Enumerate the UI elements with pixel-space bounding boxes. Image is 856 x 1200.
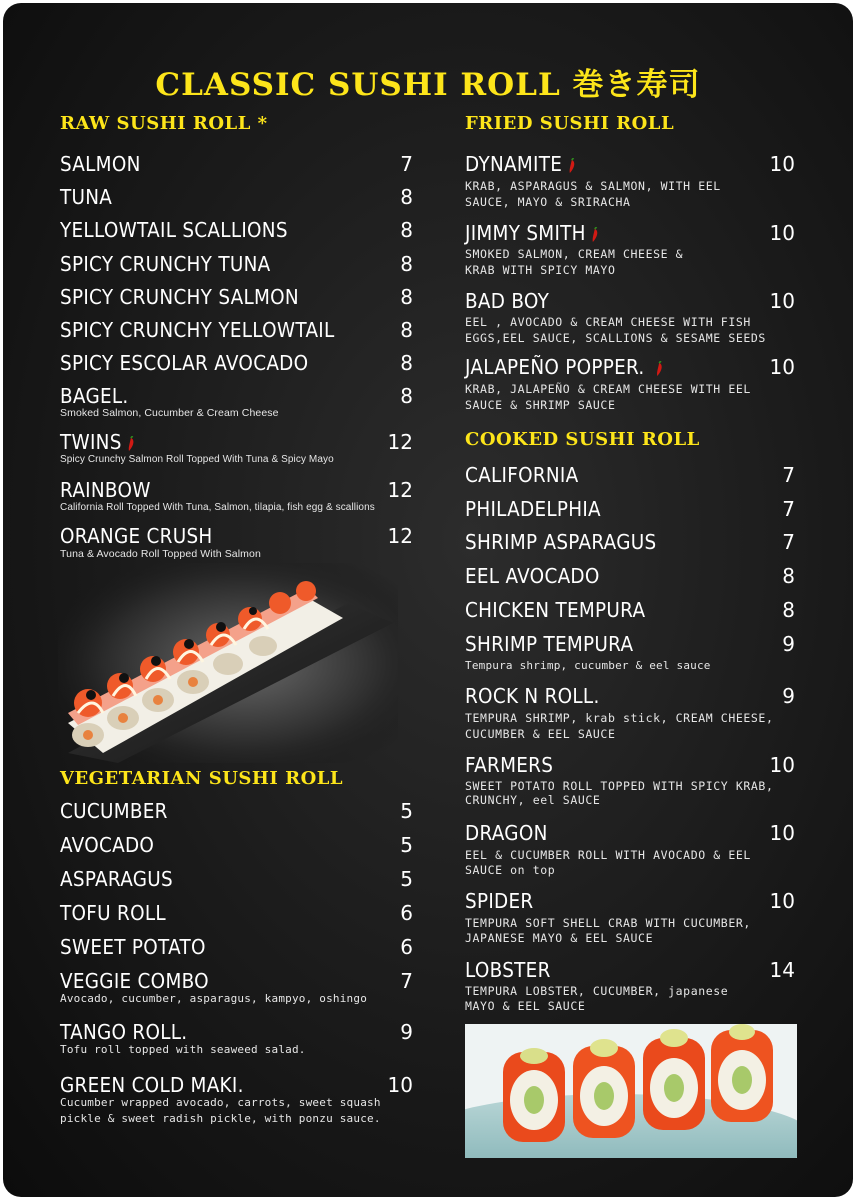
item-price: 10 <box>387 1073 413 1097</box>
menu-page <box>3 3 853 1197</box>
item-description-line-2: SAUCE, MAYO & SRIRACHA <box>465 195 631 209</box>
item-description: Spicy Crunchy Salmon Roll Topped With Tuna & Spicy Mayo <box>60 454 334 465</box>
item-description-line-1: Cucumber wrapped avocado, carrots, sweet squash <box>60 1096 381 1109</box>
item-price: 12 <box>387 478 413 502</box>
item-description-line-2: JAPANESE MAYO & EEL SAUCE <box>465 931 654 945</box>
item-price: 10 <box>769 289 795 313</box>
item-description: Smoked Salmon, Cucumber & Cream Cheese <box>60 407 279 419</box>
item-price: 8 <box>782 598 795 622</box>
item-description-line-1: EEL & CUCUMBER ROLL WITH AVOCADO & EEL <box>465 848 751 862</box>
item-price: 8 <box>400 351 413 375</box>
item-description-line-1: KRAB, ASPARAGUS & SALMON, WITH EEL <box>465 179 721 193</box>
item-name: DRAGON <box>465 821 548 845</box>
item-name-text: JALAPEÑO POPPER. <box>465 355 645 379</box>
item-description-line-2: SAUCE & SHRIMP SAUCE <box>465 398 616 412</box>
item-price: 8 <box>782 564 795 588</box>
item-name: VEGGIE COMBO <box>60 969 209 993</box>
item-name: TUNA <box>60 185 113 209</box>
item-name-text: DYNAMITE <box>465 152 563 176</box>
item-price: 6 <box>400 935 413 959</box>
item-price: 10 <box>769 221 795 245</box>
item-description-line-2: MAYO & EEL SAUCE <box>465 999 586 1013</box>
california-roll-photo <box>465 1024 797 1158</box>
item-price: 8 <box>400 384 413 408</box>
item-name: SWEET POTATO <box>60 935 206 959</box>
item-description: Tofu roll topped with seaweed salad. <box>60 1043 306 1056</box>
veg-section-heading: VEGETARIAN SUSHI ROLL <box>60 768 344 789</box>
item-name: LOBSTER <box>465 958 551 982</box>
item-description-line-1: TEMPURA LOBSTER, CUCUMBER, japanese <box>465 984 729 998</box>
item-name: BAGEL. <box>60 384 129 408</box>
item-name: TOFU ROLL <box>60 901 166 925</box>
sushi-roll-photo <box>58 563 398 763</box>
item-description-line-2: EGGS,EEL SAUCE, SCALLIONS & SESAME SEEDS <box>465 331 766 345</box>
raw-section-heading: RAW SUSHI ROLL * <box>60 113 268 134</box>
item-description-line-2: SAUCE on top <box>465 863 556 877</box>
item-price: 7 <box>782 463 795 487</box>
item-name: SALMON <box>60 152 141 176</box>
item-price: 10 <box>769 152 795 176</box>
item-name: CALIFORNIA <box>465 463 579 487</box>
item-name: SHRIMP ASPARAGUS <box>465 530 657 554</box>
item-name: ROCK N ROLL. <box>465 684 600 708</box>
item-name <box>465 152 577 176</box>
fried-section-heading: FRIED SUSHI ROLL <box>465 113 675 134</box>
item-price: 8 <box>400 252 413 276</box>
item-name: SPIDER <box>465 889 534 913</box>
item-name: AVOCADO <box>60 833 155 857</box>
item-name: GREEN COLD MAKI. <box>60 1073 244 1097</box>
item-price: 10 <box>769 753 795 777</box>
item-price: 12 <box>387 430 413 454</box>
chili-pepper-icon <box>654 361 665 377</box>
item-price: 7 <box>782 497 795 521</box>
item-price: 9 <box>782 632 795 656</box>
item-name: CUCUMBER <box>60 799 168 823</box>
item-price: 8 <box>400 318 413 342</box>
item-name: ORANGE CRUSH <box>60 524 213 548</box>
item-name: BAD BOY <box>465 289 550 313</box>
item-name <box>60 430 136 454</box>
item-name: RAINBOW <box>60 478 151 502</box>
item-name: SPICY CRUNCHY TUNA <box>60 252 271 276</box>
item-name: SHRIMP TEMPURA <box>465 632 634 656</box>
item-description-line-1: TEMPURA SOFT SHELL CRAB WITH CUCUMBER, <box>465 916 751 930</box>
item-name: TANGO ROLL. <box>60 1020 188 1044</box>
item-name: CHICKEN TEMPURA <box>465 598 646 622</box>
item-description-line-1: SMOKED SALMON, CREAM CHEESE & <box>465 247 684 261</box>
item-price: 9 <box>782 684 795 708</box>
item-description-line-2: CRUNCHY, eel SAUCE <box>465 793 601 807</box>
item-price: 6 <box>400 901 413 925</box>
item-price: 7 <box>782 530 795 554</box>
item-description-line-2: CUCUMBER & EEL SAUCE <box>465 727 616 741</box>
item-price: 10 <box>769 889 795 913</box>
item-price: 5 <box>400 867 413 891</box>
item-name: SPICY ESCOLAR AVOCADO <box>60 351 309 375</box>
item-name: SPICY CRUNCHY YELLOWTAIL <box>60 318 335 342</box>
item-description: California Roll Topped With Tuna, Salmon, tilapia, fish egg & scallions <box>60 502 375 513</box>
item-description-line-1: EEL , AVOCADO & CREAM CHEESE WITH FISH <box>465 315 751 329</box>
item-name: FARMERS <box>465 753 554 777</box>
item-price: 7 <box>400 969 413 993</box>
item-description-line-1: Tempura shrimp, cucumber & eel sauce <box>465 659 711 672</box>
item-name: ASPARAGUS <box>60 867 173 891</box>
item-description-line-1: TEMPURA SHRIMP, krab stick, CREAM CHEESE, <box>465 711 774 725</box>
item-description-line-1: SWEET POTATO ROLL TOPPED WITH SPICY KRAB, <box>465 779 774 793</box>
cooked-section-heading: COOKED SUSHI ROLL <box>465 429 700 450</box>
item-name <box>465 355 665 379</box>
item-name: YELLOWTAIL SCALLIONS <box>60 218 288 242</box>
item-name: PHILADELPHIA <box>465 497 601 521</box>
item-price: 8 <box>400 185 413 209</box>
item-name-text: TWINS <box>60 430 122 454</box>
item-price: 10 <box>769 821 795 845</box>
item-price: 9 <box>400 1020 413 1044</box>
item-name-text: JIMMY SMITH <box>465 221 586 245</box>
item-price: 7 <box>400 152 413 176</box>
item-price: 8 <box>400 218 413 242</box>
item-price: 10 <box>769 355 795 379</box>
item-name <box>465 221 601 245</box>
item-description-line-2: KRAB WITH SPICY MAYO <box>465 263 616 277</box>
item-name: SPICY CRUNCHY SALMON <box>60 285 299 309</box>
chili-pepper-icon <box>566 158 577 174</box>
item-price: 5 <box>400 799 413 823</box>
item-description: Tuna & Avocado Roll Topped With Salmon <box>60 548 261 560</box>
item-name: EEL AVOCADO <box>465 564 600 588</box>
item-description: Avocado, cucumber, asparagus, kampyo, oshingo <box>60 992 368 1005</box>
item-price: 14 <box>769 958 795 982</box>
item-description-line-1: KRAB, JALAPEÑO & CREAM CHEESE WITH EEL <box>465 382 751 396</box>
menu-title: CLASSIC SUSHI ROLL 巻き寿司 <box>155 67 701 103</box>
item-description-line-2: pickle & sweet radish pickle, with ponzu sauce. <box>60 1112 381 1125</box>
item-price: 12 <box>387 524 413 548</box>
item-price: 8 <box>400 285 413 309</box>
chili-pepper-icon <box>589 227 600 243</box>
chili-pepper-icon <box>125 436 136 452</box>
item-price: 5 <box>400 833 413 857</box>
